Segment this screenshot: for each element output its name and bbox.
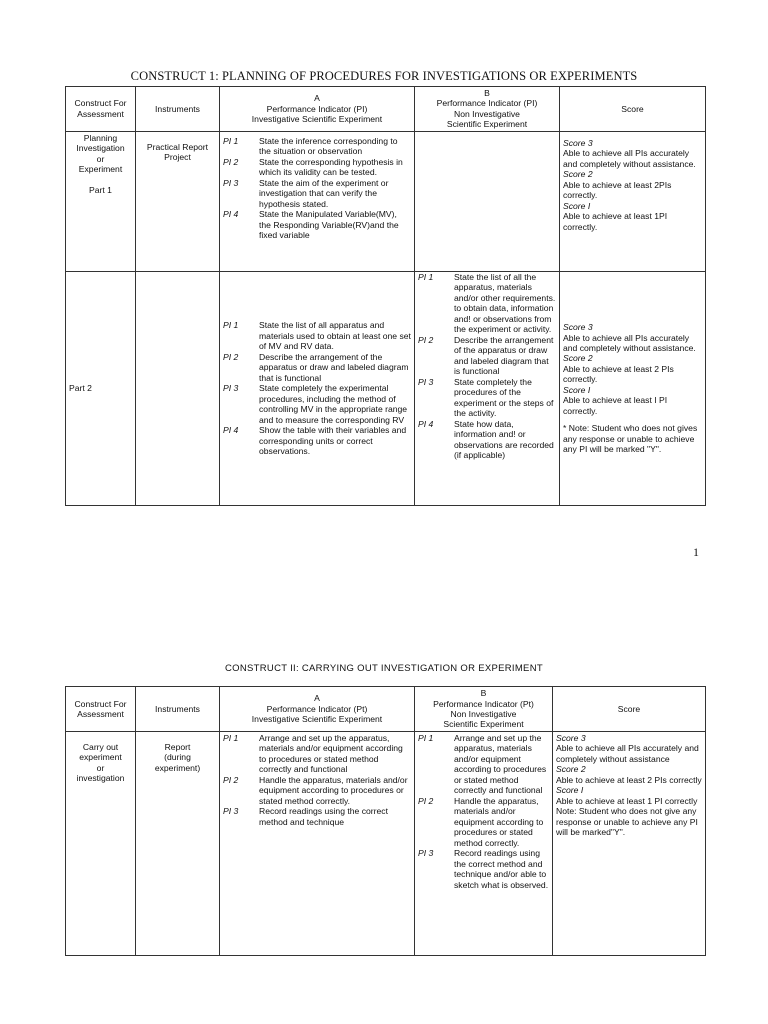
header-construct: Construct For Assessment bbox=[66, 87, 136, 132]
part-2-instruments-cell bbox=[136, 271, 220, 505]
pi-item: PI 1 Arrange and set up the apparatus, materials and/or equipment according to procedures or stated method correctly and functional bbox=[223, 733, 403, 775]
pi-item: PI 3 State completely the experimental procedures, including the method of controlling MV in the appropriate range and to measure the corresponding RV bbox=[223, 383, 408, 425]
header-column-a: A Performance Indicator (PI) Investigative Scientific Experiment bbox=[220, 87, 415, 132]
carry-out-column-a-cell bbox=[220, 732, 415, 956]
header-row bbox=[66, 87, 706, 132]
pi-item: PI 4 State the Manipulated Variable(MV), the Responding Variable(RV)and the fixed variable bbox=[223, 209, 399, 241]
pi-item: PI 1 Arrange and set up the apparatus, materials and/or equipment according to procedures or stated method correctly and functional bbox=[418, 733, 547, 796]
part-1-column-b-cell bbox=[415, 131, 560, 271]
construct-2-table bbox=[65, 686, 706, 956]
header-score: Score bbox=[553, 687, 706, 732]
pi-item: PI 2 Handle the apparatus, materials and/or equipment according to procedures or stated method correctly. bbox=[223, 774, 408, 806]
part-1-construct-cell: Planning Investigation or Experiment Part 1 bbox=[66, 131, 136, 271]
part-1-score-cell: Score 3 Able to achieve all PIs accurately and completely without assistance. Score 2 Able to achieve at least 2PIs correctly. Score I Able to achieve at least 1PI correctly. bbox=[560, 131, 706, 271]
part-1-instruments-cell: Practical Report Project bbox=[136, 131, 220, 271]
score-note: * Note: Student who does not gives any response or unable to achieve any PI will be marked "Y". bbox=[563, 423, 698, 455]
carry-out-construct-cell: Carry out experiment or investigation bbox=[66, 732, 136, 956]
part-1-column-a-cell bbox=[220, 131, 415, 271]
header-row bbox=[66, 687, 706, 732]
header-column-b: B Performance Indicator (Pt) Non Investigative Scientific Experiment bbox=[415, 687, 553, 732]
header-construct: Construct For Assessment bbox=[66, 687, 136, 732]
pi-item: PI 3 State the aim of the experiment or investigation that can verify the hypothesis stated. bbox=[223, 177, 389, 209]
pi-item: PI 2 Handle the apparatus, materials and/or equipment according to procedures or stated method correctly. bbox=[418, 795, 544, 848]
part-2-score-cell: Score 3 Able to achieve all PIs accurately and completely without assistance. Score 2 Able to achieve at least 2 PIs correctly. Score I Able to achieve at least I PI correctly. * Note: Student who does not gives any response or unable to achieve any PI will be marked "Y". bbox=[560, 271, 706, 505]
construct-1-table bbox=[65, 86, 706, 506]
pi-item: PI 3 State completely the procedures of the experiment or the steps of the activity. bbox=[418, 376, 554, 419]
pi-item: PI 2 State the corresponding hypothesis in which its validity can be tested. bbox=[223, 156, 403, 178]
pi-item: PI 1 State the list of all the apparatus, materials and/or other requirements. to obtain data, information and! or observations from the experiment or activity. bbox=[418, 271, 556, 335]
part-2-construct-cell: Part 2 bbox=[66, 271, 136, 505]
part-2-row bbox=[66, 271, 706, 505]
pi-item: PI 2 Describe the arrangement of the apparatus or draw and labeled diagram that is functional bbox=[223, 351, 409, 383]
carry-out-row bbox=[66, 732, 706, 956]
carry-out-instruments-cell: Report (during experiment) bbox=[136, 732, 220, 956]
part-1-row bbox=[66, 131, 706, 271]
score-note: Note: Student who does not give any response or unable to achieve any PI will be marked"Y". bbox=[556, 806, 698, 838]
page-2-title: CONSTRUCT II: CARRYING OUT INVESTIGATION OR EXPERIMENT bbox=[225, 663, 543, 674]
header-score: Score bbox=[560, 87, 706, 132]
pi-item: PI 1 State the list of all apparatus and materials used to obtain at least one set of MV and RV data. bbox=[223, 320, 411, 352]
pi-item: PI 4 State how data, information and! or observations are recorded (if applicable) bbox=[418, 418, 554, 461]
carry-out-column-b-cell bbox=[415, 732, 553, 956]
part-2-column-a-cell bbox=[220, 271, 415, 505]
carry-out-score-cell: Score 3 Able to achieve all PIs accurately and completely without assistance Score 2 Able to achieve at least 2 PIs correctly Score I Able to achieve at least 1 PI correctly Note: Student who does not give any response or unable to achieve any PI will be marked"Y". bbox=[553, 732, 706, 956]
header-column-a: A Performance Indicator (Pt) Investigative Scientific Experiment bbox=[220, 687, 415, 732]
pi-item: PI 4 Show the table with their variables and corresponding units or correct observations. bbox=[223, 425, 407, 457]
header-column-b: B Performance Indicator (PI) Non Investigative Scientific Experiment bbox=[415, 87, 560, 132]
part-2-column-b-cell bbox=[415, 271, 560, 505]
pi-item: PI 1 State the inference corresponding to the situation or observation bbox=[223, 135, 398, 157]
pi-item: PI 3 Record readings using the correct method and technique bbox=[223, 806, 388, 827]
header-instruments: Instruments bbox=[136, 687, 220, 732]
pi-item: PI 2 Describe the arrangement of the apparatus or draw and labeled diagram that is functional bbox=[418, 334, 554, 377]
pi-item: PI 3 Record readings using the correct method and technique and/or able to sketch what is observed. bbox=[418, 848, 549, 890]
header-instruments: Instruments bbox=[136, 87, 220, 132]
page-number: 1 bbox=[693, 545, 699, 559]
page-1-title: CONSTRUCT 1: PLANNING OF PROCEDURES FOR INVESTIGATIONS OR EXPERIMENTS bbox=[130, 69, 638, 83]
